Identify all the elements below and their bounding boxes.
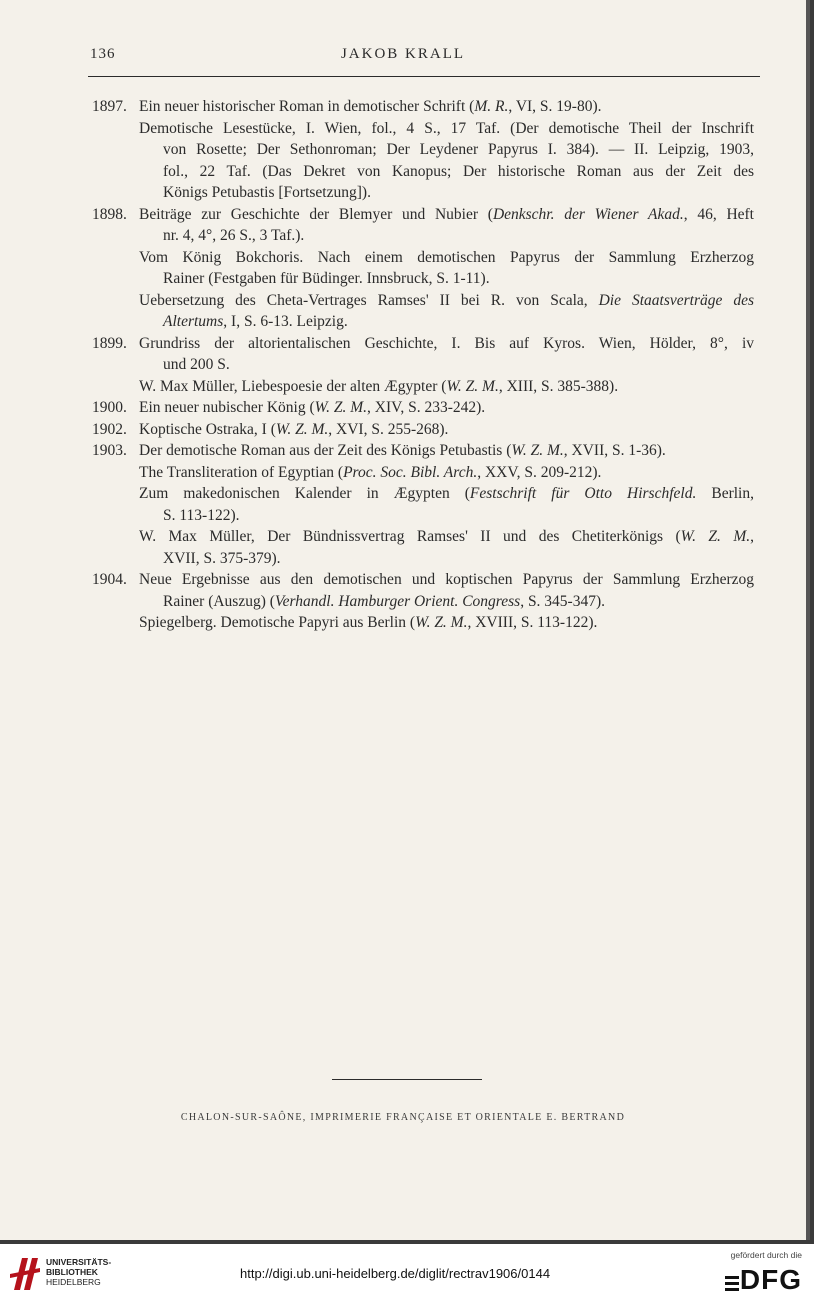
list-item (0, 419, 806, 441)
list-item (0, 526, 806, 548)
entry-text: W. Max Müller, Der Bündnissvertrag Ramses' II und des Chetiterkönigs (W. Z. M., (139, 528, 754, 545)
entry-text: und 200 S. (163, 356, 230, 373)
list-item (0, 290, 806, 312)
dfg-lines-icon (725, 1274, 739, 1292)
entry-text: XVII, S. 375-379). (163, 549, 281, 567)
entry-year: 1897. (92, 98, 127, 115)
entry-text: S. 113-122). (163, 506, 240, 524)
entry-text: The Transliteration of Egyptian (Proc. Soc. Bibl. Arch., XXV, S. 209-212). (139, 463, 602, 481)
list-item (0, 612, 806, 634)
entry-text: Vom König Bokchoris. Nach einem demotischen Papyrus der Sammlung Erzherzog (139, 248, 754, 266)
library-logo-icon[interactable] (8, 1254, 42, 1292)
entry-text: nr. 4, 4°, 26 S., 3 Taf.). (163, 227, 305, 244)
entry-text: Rainer (Festgaben für Büdinger. Innsbruck, S. 1-11). (163, 270, 490, 287)
entry-text: Ein neuer nubischer König (W. Z. M., XIV, S. 233-242). (139, 399, 486, 416)
entry-text: Zum makedonischen Kalender in Ægypten (Festschrift für Otto Hirschfeld. Berlin, (139, 485, 754, 502)
entry-text: Demotische Lesestücke, I. Wien, fol., 4 S., 17 Taf. (Der demotische Theil der Inschrift (139, 119, 754, 137)
footer-rule (332, 1079, 482, 1080)
entry-year: 1904. (92, 571, 127, 588)
entry-text: Königs Petubastis [Fortsetzung]). (163, 184, 371, 201)
entry-text: Grundriss der altorientalischen Geschichte, I. Bis auf Kyros. Wien, Hölder, 8°, iv (139, 334, 754, 352)
funded-by-label: gefördert durch die (730, 1250, 802, 1260)
list-item (0, 96, 806, 118)
list-item (0, 247, 806, 269)
entry-text: Spiegelberg. Demotische Papyri aus Berlin (W. Z. M., XVIII, S. 113-122). (139, 614, 598, 631)
entry-text: Koptische Ostraka, I (W. Z. M., XVI, S. 255-268). (139, 420, 449, 438)
entry-text: Altertums, I, S. 6-13. Leipzig. (163, 313, 348, 330)
running-title: JAKOB KRALL (340, 46, 466, 62)
entry-text: Rainer (Auszug) (Verhandl. Hamburger Orient. Congress, S. 345-347). (163, 592, 606, 610)
permalink-url[interactable]: http://digi.ub.uni-heidelberg.de/diglit/rectrav1906/0144 (240, 1266, 551, 1281)
running-head (0, 46, 806, 66)
printer-imprint: CHALON-SUR-SAÔNE, IMPRIMERIE FRANÇAISE ET ORIENTALE E. BERTRAND (180, 1112, 626, 1123)
entry-text: Ein neuer historischer Roman in demotischer Schrift (M. R., VI, S. 19-80). (139, 98, 602, 115)
header-rule (88, 76, 760, 77)
list-item (0, 440, 806, 462)
library-name: UNIVERSITÄTS- BIBLIOTHEK HEIDELBERG (46, 1257, 112, 1287)
list-item (0, 376, 806, 398)
entry-year: 1902. (92, 420, 127, 438)
dfg-logo[interactable]: DFG (739, 1264, 802, 1295)
list-item (0, 118, 806, 140)
entry-text: fol., 22 Taf. (Das Dekret von Kanopus; Der historische Roman aus der Zeit des (163, 162, 754, 180)
entry-text: W. Max Müller, Liebespoesie der alten Ægypter (W. Z. M., XIII, S. 385-388). (139, 377, 619, 395)
entry-year: 1898. (92, 205, 127, 223)
list-item (0, 462, 806, 484)
entry-text: Neue Ergebnisse aus den demotischen und koptischen Papyrus der Sammlung Erzherzog (139, 571, 754, 588)
list-item (0, 204, 806, 226)
list-item (0, 483, 806, 505)
entry-year: 1899. (92, 334, 127, 352)
entry-text: Beiträge zur Geschichte der Blemyer und Nubier (Denkschr. der Wiener Akad., 46, Heft (139, 205, 754, 223)
bibliography-list (0, 96, 806, 634)
viewer-footer (0, 1244, 814, 1303)
list-item (0, 333, 806, 355)
list-item (0, 397, 806, 419)
entry-year: 1900. (92, 399, 127, 416)
entry-year: 1903. (92, 442, 127, 459)
entry-text: von Rosette; Der Sethonroman; Der Leydener Papyrus I. 384). — II. Leipzig, 1903, (163, 141, 754, 158)
entry-text: Uebersetzung des Cheta-Vertrages Ramses' II bei R. von Scala, Die Staatsverträge des (139, 291, 754, 309)
page-number: 136 (90, 46, 116, 62)
entry-text: Der demotische Roman aus der Zeit des Königs Petubastis (W. Z. M., XVII, S. 1-36). (139, 442, 666, 459)
list-item (0, 569, 806, 591)
